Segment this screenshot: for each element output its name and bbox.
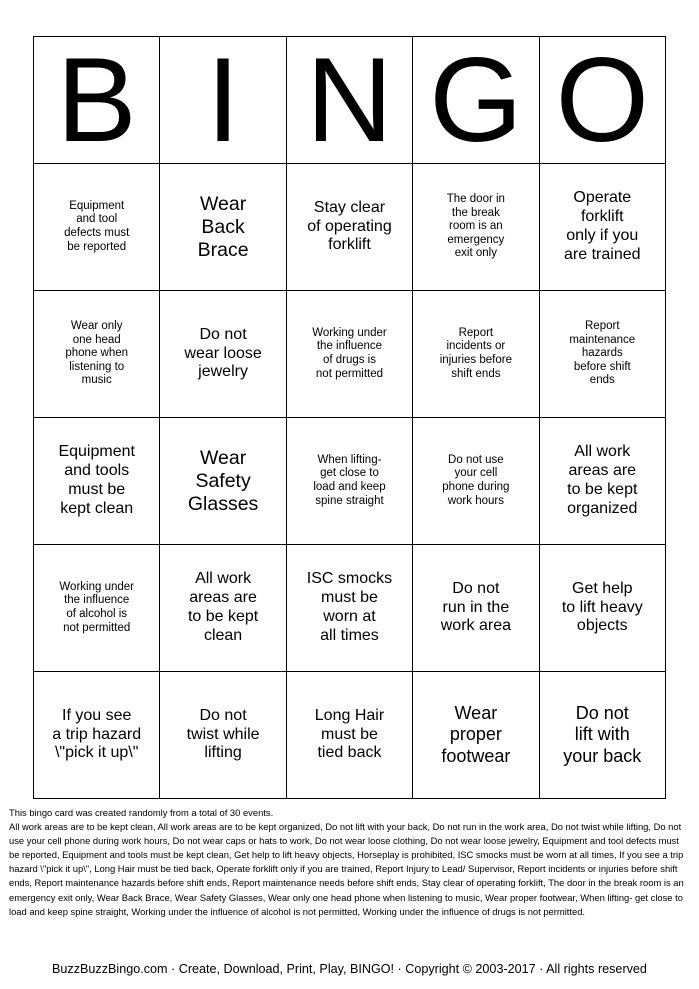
- bingo-cell: [34, 164, 160, 291]
- bingo-cell: [539, 545, 665, 672]
- bingo-cell: [413, 672, 539, 799]
- cell-text: Get help to lift heavy objects: [561, 579, 643, 635]
- bingo-cell: [34, 291, 160, 418]
- bingo-cell: [413, 545, 539, 672]
- bingo-cell: [286, 291, 412, 418]
- cell-text: All work areas are to be kept clean: [187, 570, 259, 644]
- header-letter-n: N: [286, 37, 412, 164]
- card-info: [9, 806, 690, 919]
- bingo-header-row: [34, 37, 666, 164]
- bingo-cell: [413, 291, 539, 418]
- bingo-cell: [286, 418, 412, 545]
- bingo-cell: [34, 545, 160, 672]
- bingo-cell: [160, 545, 286, 672]
- bingo-row: [34, 291, 666, 418]
- bingo-row: [34, 164, 666, 291]
- bingo-card: [33, 36, 666, 799]
- info-summary: This bingo card was created randomly from a total of 30 events.: [9, 807, 274, 818]
- cell-text: Do not twist while lifting: [186, 706, 260, 762]
- cell-text: Wear Back Brace: [197, 192, 249, 261]
- cell-text: Wear only one head phone when listening to music: [65, 320, 129, 387]
- cell-text: If you see a trip hazard \"pick it up\": [52, 706, 142, 762]
- cell-text: Do not run in the work area: [440, 579, 511, 635]
- cell-text: Do not lift with your back: [563, 703, 642, 766]
- bingo-cell: [286, 545, 412, 672]
- bingo-cell: [34, 418, 160, 545]
- bingo-cell: [160, 291, 286, 418]
- cell-text: All work areas are to be kept organized: [567, 443, 638, 517]
- bingo-cell: [160, 418, 286, 545]
- bingo-cell: [539, 672, 665, 799]
- bingo-cell: [286, 672, 412, 799]
- header-letter-i: I: [160, 37, 286, 164]
- cell-text: Working under the influence of alcohol is not permitted: [59, 580, 134, 634]
- cell-text: The door in the break room is an emergency exit only: [446, 193, 505, 260]
- bingo-row: [34, 545, 666, 672]
- bingo-cell: [539, 418, 665, 545]
- cell-text: Do not wear loose jewelry: [184, 325, 262, 381]
- bingo-cell: [413, 164, 539, 291]
- header-letter-g: G: [413, 37, 539, 164]
- bingo-cell: [160, 164, 286, 291]
- bingo-cell: [413, 418, 539, 545]
- bingo-cell: [286, 164, 412, 291]
- bingo-cell: [539, 291, 665, 418]
- site-footer: BuzzBuzzBingo.com · Create, Download, Print, Play, BINGO! · Copyright © 2003-2017 · All rights reserved: [52, 962, 647, 976]
- info-event-list: All work areas are to be kept clean, All work areas are to be kept organized, Do not lift with your back, Do not run in the work area, Do not twist while lifting, Do not use your cell phone during work hours, Do not wear caps or hats to work, Do not wear loose clothing, Do not wear loose jewelry, Equipment and tool defects must be reported, Equipment and tools must be kept clean, Get help to lift heavy objects, Horseplay is prohibited, ISC smocks must be worn at all times, If you see a trip hazard \"pick it up\", Long Hair must be tied back, Operate forklift only if you are trained, Report Injury to Lead/ Supervisor, Report incidents or injuries before shift ends, Report maintenance hazards before shift ends, Report maintenance needs before shift ends, Stay clear of operating forklift, The door in the break room is an emergency exit only, Wear Back Brace, Wear Safety Glasses, Wear only one head phone when listening to music, Wear proper footwear, When lifting- get close to load and keep spine straight, Working under the influence of alcohol is not permitted, Working under the influence of drugs is not permitted.: [9, 821, 684, 917]
- cell-text: Equipment and tool defects must be reported: [64, 199, 130, 253]
- cell-text: When lifting- get close to load and keep spine straight: [313, 453, 386, 507]
- bingo-cell: [34, 672, 160, 799]
- cell-text: Wear proper footwear: [441, 703, 511, 766]
- cell-text: Long Hair must be tied back: [314, 706, 385, 762]
- cell-text: Report incidents or injuries before shift ends: [439, 326, 512, 380]
- bingo-row: [34, 672, 666, 799]
- bingo-row: [34, 418, 666, 545]
- bingo-cell: [160, 672, 286, 799]
- header-letter-o: O: [539, 37, 665, 164]
- cell-text: Do not use your cell phone during work hours: [442, 453, 510, 507]
- cell-text: Report maintenance hazards before shift ends: [569, 320, 636, 387]
- cell-text: Operate forklift only if you are trained: [564, 189, 641, 263]
- header-letter-b: B: [34, 37, 160, 164]
- cell-text: Wear Safety Glasses: [187, 446, 259, 515]
- bingo-cell: [539, 164, 665, 291]
- cell-text: Stay clear of operating forklift: [307, 198, 392, 254]
- cell-text: Equipment and tools must be kept clean: [58, 443, 135, 517]
- cell-text: ISC smocks must be worn at all times: [306, 570, 393, 644]
- cell-text: Working under the influence of drugs is not permitted: [312, 326, 387, 380]
